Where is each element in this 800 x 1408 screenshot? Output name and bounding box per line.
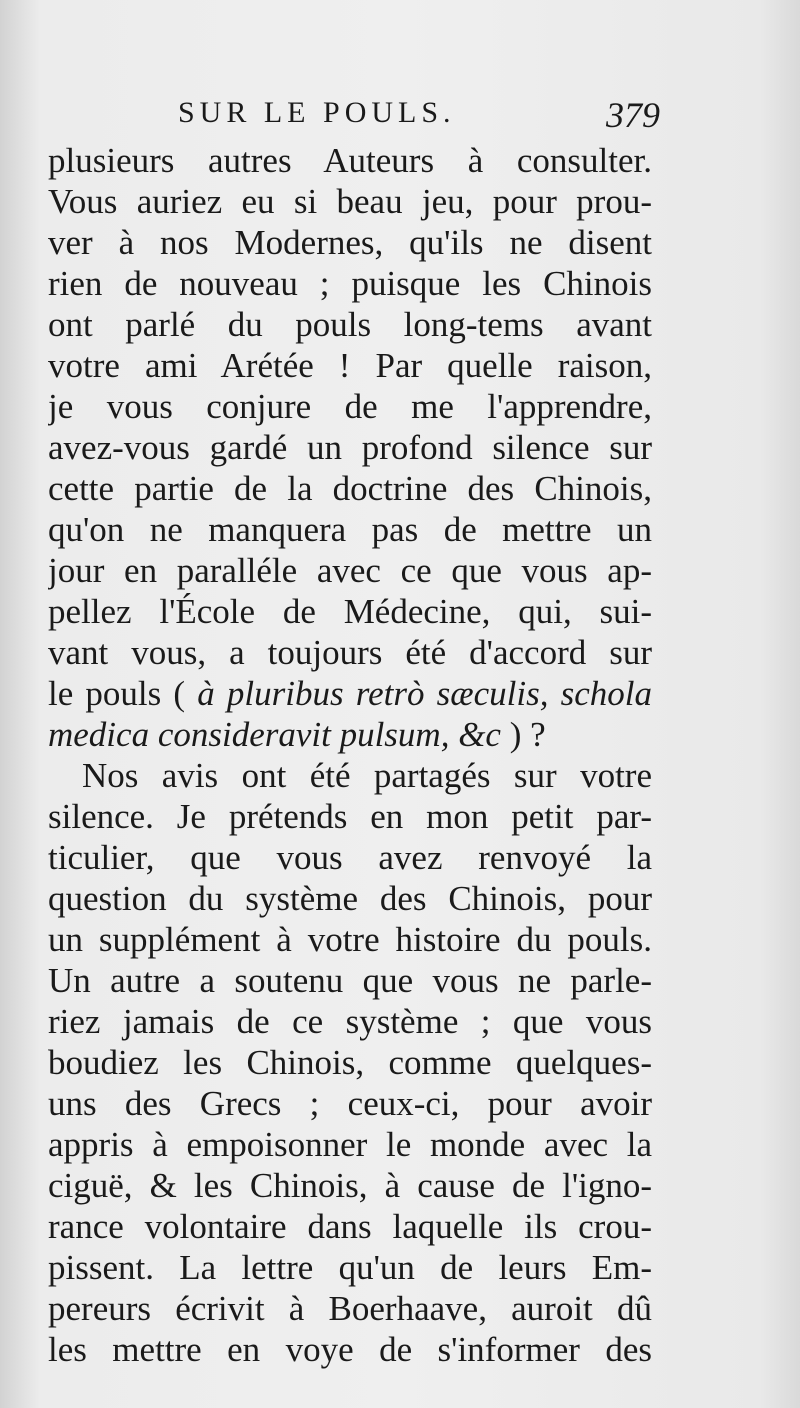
text-line-paragraph-start: Nos avis ont été partagés sur votre — [82, 756, 652, 795]
text-line: Vous auriez eu si beau jeu, pour prou- — [48, 182, 652, 221]
text-line: pereurs écrivit à Boerhaave, auroit dû — [48, 1289, 652, 1328]
text-line: jour en paralléle avec ce que vous ap- — [48, 551, 652, 590]
text-line: uns des Grecs ; ceux-ci, pour avoir — [48, 1084, 652, 1123]
latin-quote: à pluribus retrò sæculis, schola — [197, 674, 652, 713]
text-line: je vous conjure de me l'apprendre, — [48, 387, 652, 426]
text-line: plusieurs autres Auteurs à consulter. — [48, 141, 652, 180]
text-line: silence. Je prétends en mon petit par- — [48, 797, 652, 836]
text-span: ) ? — [500, 715, 546, 754]
text-line: question du système des Chinois, pour — [48, 879, 652, 918]
text-line: Un autre a soutenu que vous ne parle- — [48, 961, 652, 1000]
running-head: SUR LE POULS. — [178, 96, 456, 129]
text-line: un supplément à votre histoire du pouls. — [48, 920, 652, 959]
text-line: votre ami Arétée ! Par quelle raison, — [48, 346, 652, 385]
text-span: le pouls ( — [48, 674, 198, 713]
text-line-citation — [48, 673, 652, 714]
text-line: vant vous, a toujours été d'accord sur — [48, 633, 652, 672]
text-line: rance volontaire dans laquelle ils crou- — [48, 1207, 652, 1246]
body-text — [48, 140, 652, 1370]
text-line-citation — [48, 714, 652, 755]
text-line: cette partie de la doctrine des Chinois, — [48, 469, 652, 508]
text-line: rien de nouveau ; puisque les Chinois — [48, 264, 652, 303]
text-line: boudiez les Chinois, comme quelques- — [48, 1043, 652, 1082]
text-line: avez-vous gardé un profond silence sur — [48, 428, 652, 467]
text-line: riez jamais de ce système ; que vous — [48, 1002, 652, 1041]
text-line: ont parlé du pouls long-tems avant — [48, 305, 652, 344]
page-number: 379 — [606, 95, 660, 135]
text-line: pellez l'École de Médecine, qui, sui- — [48, 592, 652, 631]
text-line: appris à empoisonner le monde avec la — [48, 1125, 652, 1164]
text-line: ticulier, que vous avez renvoyé la — [48, 838, 652, 877]
text-line: ver à nos Modernes, qu'ils ne disent — [48, 223, 652, 262]
page-header — [48, 96, 660, 136]
text-line: les mettre en voye de s'informer des — [48, 1330, 652, 1369]
text-line: pissent. La lettre qu'un de leurs Em- — [48, 1248, 652, 1287]
text-line: qu'on ne manquera pas de mettre un — [48, 510, 652, 549]
latin-quote: medica consideravit pulsum, &c — [48, 715, 501, 754]
text-line: ciguë, & les Chinois, à cause de l'igno- — [48, 1166, 652, 1205]
